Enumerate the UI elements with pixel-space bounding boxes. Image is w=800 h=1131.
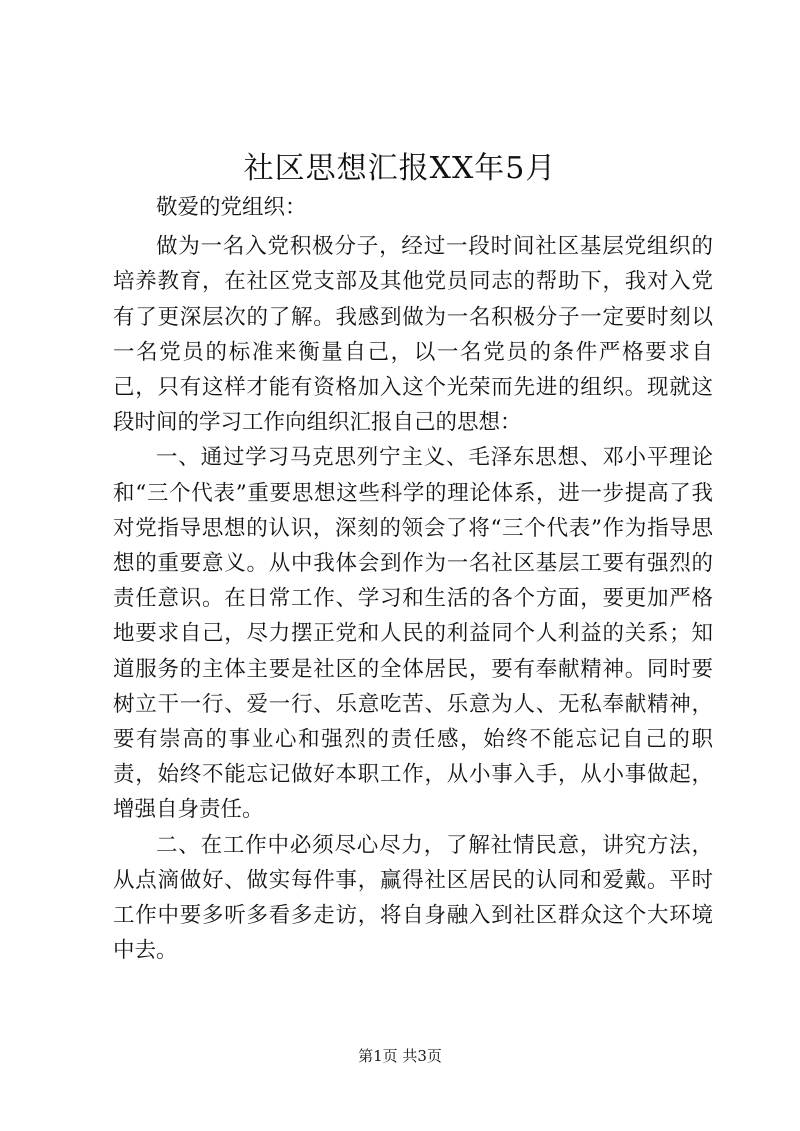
document-body — [113, 190, 713, 968]
page-number-footer: 第1页 共3页 — [358, 1047, 442, 1065]
paragraph-point-one: 一、通过学习马克思列宁主义、毛泽东思想、邓小平理论和“三个代表”重要思想这些科学的理论体系，进一步提高了我对党指导思想的认识，深刻的领会了将“三个代表”作为指导思想的重要意义。从中我体会到作为一名社区基层工要有强烈的责任意识。在日常工作、学习和生活的各个方面，要更加严格地要求自己，尽力摆正党和人民的利益同个人利益的关系；知道服务的主体主要是社区的全体居民，要有奉献精神。同时要树立干一行、爱一行、乐意吃苦、乐意为人、无私奉献精神，要有崇高的事业心和强烈的责任感，始终不能忘记自己的职责，始终不能忘记做好本职工作，从小事入手，从小事做起，增强自身责任。 — [113, 445, 713, 823]
paragraph-intro: 做为一名入党积极分子，经过一段时间社区基层党组织的培养教育，在社区党支部及其他党员同志的帮助下，我对入党有了更深层次的了解。我感到做为一名积极分子一定要时刻以一名党员的标准来衡量自己，以一名党员的条件严格要求自己，只有这样才能有资格加入这个光荣而先进的组织。现就这段时间的学习工作向组织汇报自己的思想： — [113, 234, 713, 436]
salutation: 敬爱的党组织： — [156, 195, 307, 220]
document-title: 社区思想汇报XX年5月 — [243, 151, 557, 186]
paragraph-point-two: 二、在工作中必须尽心尽力，了解社情民意，讲究方法，从点滴做好、做实每件事，赢得社区居民的认同和爱戴。平时工作中要多听多看多走访，将自身融入到社区群众这个大环境中去。 — [113, 832, 713, 964]
